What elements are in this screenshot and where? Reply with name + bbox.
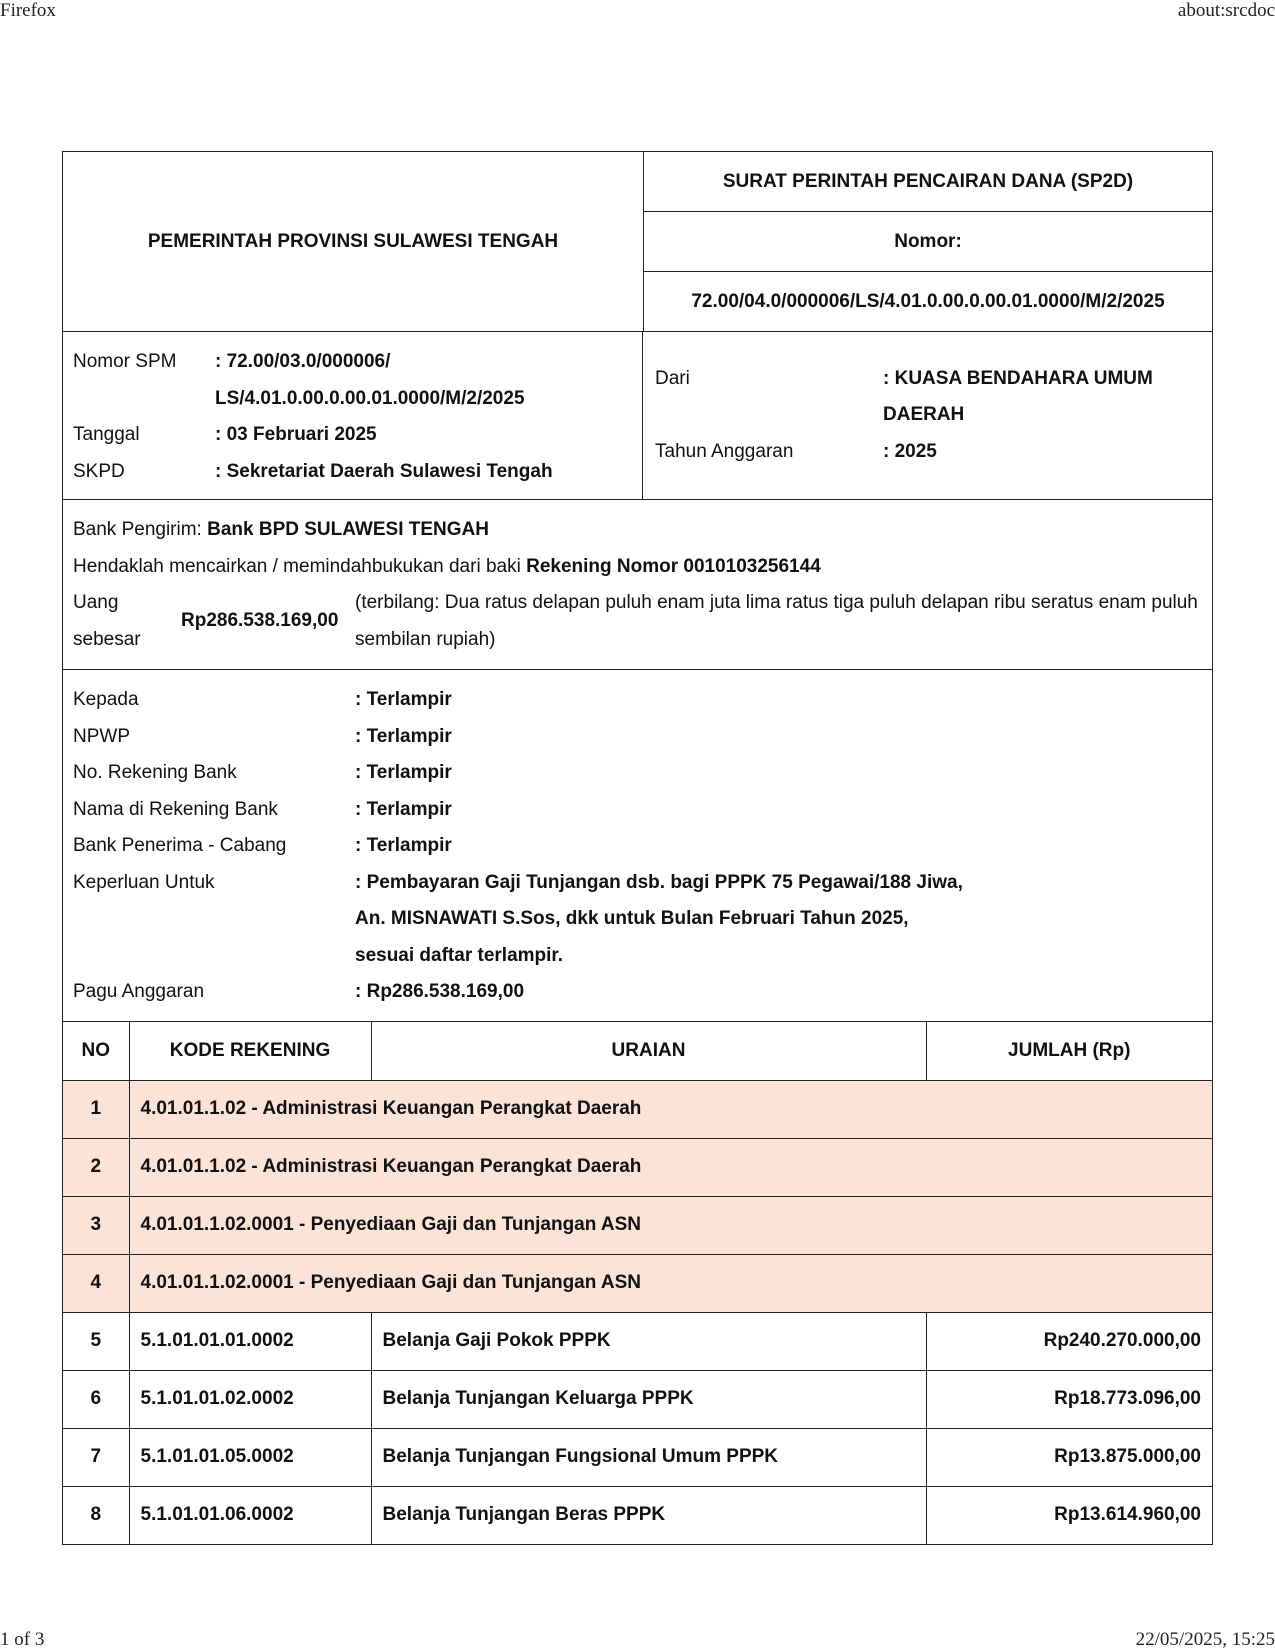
row-jumlah: Rp240.270.000,00 [926,1312,1212,1370]
keperluan-line1: : Pembayaran Gaji Tunjangan dsb. bagi PPPK 75 Pegawai/188 Jiwa, [355,871,963,893]
keperluan-value [355,865,1175,975]
nomor-label: Nomor: [644,212,1212,272]
group-text: 4.01.01.1.02.0001 - Penyediaan Gaji dan Tunjangan ASN [129,1254,1212,1312]
print-timestamp: 22/05/2025, 15:25 [1135,1629,1275,1650]
group-text: 4.01.01.1.02 - Administrasi Keuangan Perangkat Daerah [129,1138,1212,1196]
tahun-value: : 2025 [883,440,937,462]
dari-label: Dari [655,367,690,389]
dari-value: : KUASA BENDAHARA UMUM DAERAH [883,367,1153,426]
document-title-block [644,152,1212,331]
row-kode: 5.1.01.01.06.0002 [129,1486,371,1544]
nama-rekening-label: Nama di Rekening Bank [73,798,278,820]
group-row [63,1196,1212,1254]
tanggal-value: : 03 Februari 2025 [215,424,377,445]
row-kode: 5.1.01.01.01.0002 [129,1312,371,1370]
table-header-row [63,1022,1212,1080]
rekening-nomor: Rekening Nomor 0010103256144 [526,555,821,577]
tanggal-row [73,417,632,454]
instruction-text: Hendaklah mencairkan / memindahbukukan dari baki [73,555,527,577]
group-row [63,1080,1212,1138]
tahun-label: Tahun Anggaran [655,440,794,462]
bank-pengirim-row [73,512,1202,549]
bank-penerima-row [73,828,1202,865]
row-jumlah: Rp18.773.096,00 [926,1370,1212,1428]
keperluan-label: Keperluan Untuk [73,871,215,893]
rekening-bank-row [73,755,1202,792]
row-no: 2 [63,1138,129,1196]
bank-penerima-value: : Terlampir [355,835,452,856]
tanggal-label: Tanggal [73,424,140,445]
group-row [63,1138,1212,1196]
dari-row [655,361,1202,434]
kepada-value: : Terlampir [355,689,452,710]
row-jumlah: Rp13.875.000,00 [926,1428,1212,1486]
terbilang-text: (terbilang: Dua ratus delapan puluh enam juta lima ratus tiga puluh delapan ribu seratus enam puluh sembilan rupiah) [355,592,1198,650]
npwp-value: : Terlampir [355,725,452,747]
pagu-label: Pagu Anggaran [73,981,205,1002]
instruction-row [73,549,1202,586]
nomor-value: 72.00/04.0/000006/LS/4.01.0.00.0.00.01.0000/M/2/2025 [691,290,1165,312]
row-kode: 5.1.01.01.05.0002 [129,1428,371,1486]
page-counter: 1 of 3 [0,1629,45,1650]
row-no: 4 [63,1254,129,1312]
row-no: 3 [63,1196,129,1254]
header-uraian: URAIAN [371,1022,926,1080]
bank-pengirim-label: Bank Pengirim: [73,519,208,540]
table-row [63,1312,1212,1370]
header-no: NO [63,1022,129,1080]
table-row [63,1428,1212,1486]
header-kode-rekening: KODE REKENING [129,1022,371,1080]
uang-row [73,585,1202,658]
keperluan-row [73,865,1202,975]
kepada-label: Kepada [73,689,139,710]
row-no: 6 [63,1370,129,1428]
spm-info-right [643,332,1212,499]
uang-label: Uang sebesar [73,592,141,650]
nomor-spm-line2: LS/4.01.0.00.0.00.01.0000/M/2/2025 [215,387,525,409]
row-uraian: Belanja Gaji Pokok PPPK [371,1312,926,1370]
row-no: 7 [63,1428,129,1486]
kepada-row [73,682,1202,719]
bank-section [63,500,1212,670]
table-row [63,1486,1212,1544]
pagu-row [73,974,1202,1011]
nomor-spm-label: Nomor SPM [73,351,177,372]
skpd-label: SKPD [73,460,125,482]
keperluan-line2: An. MISNAWATI S.Sos, dkk untuk Bulan Februari Tahun 2025, [355,908,909,929]
tahun-row [655,434,1202,471]
header-jumlah: JUMLAH (Rp) [926,1022,1212,1080]
row-uraian: Belanja Tunjangan Keluarga PPPK [371,1370,926,1428]
nama-rekening-value: : Terlampir [355,798,452,820]
nomor-spm-value [215,344,525,417]
document-title: SURAT PERINTAH PENCAIRAN DANA (SP2D) [644,152,1212,212]
government-title: PEMERINTAH PROVINSI SULAWESI TENGAH [63,152,644,331]
uang-amount: Rp286.538.169,00 [181,610,339,632]
keperluan-line3: sesuai daftar terlampir. [355,944,564,966]
nama-rekening-row [73,792,1202,829]
row-no: 5 [63,1312,129,1370]
spm-info-left [63,332,643,499]
group-row [63,1254,1212,1312]
page-url: about:srcdoc [1177,0,1275,21]
row-kode: 5.1.01.01.02.0002 [129,1370,371,1428]
recipient-section [63,670,1212,1022]
row-no: 1 [63,1080,129,1138]
account-table [63,1022,1212,1544]
rekening-bank-label: No. Rekening Bank [73,762,237,783]
rekening-bank-value: : Terlampir [355,762,452,783]
bank-penerima-label: Bank Penerima - Cabang [73,835,287,856]
nomor-spm-row [73,344,632,417]
row-uraian: Belanja Tunjangan Fungsional Umum PPPK [371,1428,926,1486]
document-header [63,152,1212,332]
skpd-row [73,454,632,491]
nomor-spm-line1: : 72.00/03.0/000006/ [215,351,391,372]
row-no: 8 [63,1486,129,1544]
sp2d-document [62,151,1213,1545]
npwp-row [73,719,1202,756]
spm-info [63,332,1212,500]
row-jumlah: Rp13.614.960,00 [926,1486,1212,1544]
row-uraian: Belanja Tunjangan Beras PPPK [371,1486,926,1544]
group-text: 4.01.01.1.02.0001 - Penyediaan Gaji dan Tunjangan ASN [129,1196,1212,1254]
table-row [63,1370,1212,1428]
pagu-value: : Rp286.538.169,00 [355,981,525,1002]
skpd-value: : Sekretariat Daerah Sulawesi Tengah [215,460,553,482]
npwp-label: NPWP [73,725,130,747]
bank-pengirim-value: Bank BPD SULAWESI TENGAH [207,519,489,540]
browser-title: Firefox [0,0,56,21]
account-table-section [63,1022,1212,1544]
group-text: 4.01.01.1.02 - Administrasi Keuangan Perangkat Daerah [129,1080,1212,1138]
